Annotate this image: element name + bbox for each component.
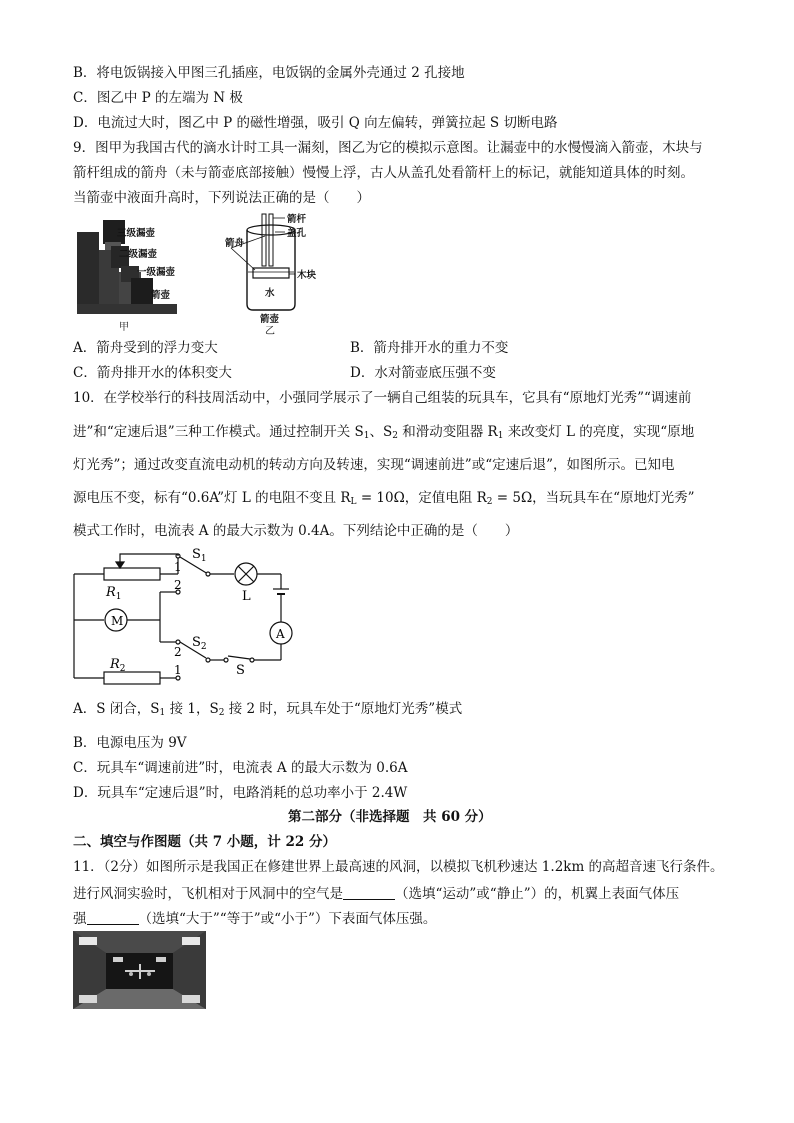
q10-option-c: C．玩具车“调速前进”时，电流表 A 的最大示数为 0.6A xyxy=(73,760,408,776)
label-third-pot: 三级漏壶 xyxy=(117,228,156,239)
q8-option-d: D．电流过大时，图乙中 P 的磁性增强，吸引 Q 向左偏转，弹簧拉起 S 切断电路 xyxy=(73,115,558,131)
q11-blank-1[interactable] xyxy=(343,886,395,900)
wind-tunnel-photo xyxy=(73,931,206,1009)
water-clock-diagram-figure xyxy=(225,212,345,337)
label-s1-contact-2: 2 xyxy=(174,578,182,592)
q11-line2: 进行风洞实验时，飞机相对于风洞中的空气是 （选填“运动”或“静止”）的，机翼上表面气体压 xyxy=(73,886,680,902)
label-a: A xyxy=(276,627,285,641)
q9-option-b: B．箭舟排开水的重力不变 xyxy=(350,340,509,356)
q11-blank-2[interactable] xyxy=(87,911,139,925)
label-arrow-pot-yi: 箭壶 xyxy=(260,314,280,325)
base-platform xyxy=(77,304,177,314)
q9-stem-line1: 9．图甲为我国古代的滴水计时工具一漏刻，图乙为它的模拟示意图。让漏壶中的水慢慢滴入箭壶，木块与 xyxy=(73,140,703,156)
arrow-rod xyxy=(262,214,266,266)
switch-s xyxy=(228,656,250,659)
label-s1: $S_1$ xyxy=(192,547,207,564)
label-second-pot: 二级漏壶 xyxy=(119,249,158,260)
label-l: L xyxy=(242,589,251,604)
q10-option-d: D．玩具车“定速后退”时，电路消耗的总功率小于 2.4W xyxy=(73,785,408,801)
label-m: M xyxy=(111,614,124,628)
q11-line3: 强 （选填“大于”“等于”或“小于”）下表面气体压强。 xyxy=(73,911,437,927)
stair-column xyxy=(77,232,99,304)
q10-stem-line3: 灯光秀”；通过改变直流电动机的转动方向及转速，实现“调速前进”或“定速后退”，如图所示。已知电 xyxy=(73,457,675,473)
label-water: 水 xyxy=(265,288,275,299)
q10-stem-line2: 进”和“定速后退”三种工作模式。通过控制开关 $S_1$、$S_2$ 和滑动变阻器 $R_1$ 来改变灯 L 的亮度，实现“原地 xyxy=(73,424,695,441)
q9-stem-line3: 当箭壶中液面升高时，下列说法正确的是（ ） xyxy=(73,190,370,206)
figure-caption-yi: 乙 xyxy=(265,326,275,337)
q9-option-d: D．水对箭壶底压强不变 xyxy=(350,365,496,381)
label-s2: $S_2$ xyxy=(192,635,207,652)
figure-caption-jia: 甲 xyxy=(119,322,129,333)
wood-block xyxy=(253,268,289,278)
q8-option-c: C．图乙中 P 的左端为 N 极 xyxy=(73,90,243,106)
arrow-pot xyxy=(131,278,153,304)
q8-option-b: B．将电饭锅接入甲图三孔插座，电饭锅的金属外壳通过 2 孔接地 xyxy=(73,65,465,81)
label-s2-contact-2: 2 xyxy=(174,645,182,659)
q10-stem-line4: 源电压不变，标有“0.6A”灯 L 的电阻不变且 $R_L = 10\Omega$，定值电阻 $R_2 = 5\Omega$，当玩具车在“原地灯光秀” xyxy=(73,490,695,507)
resistor-r2 xyxy=(104,672,160,684)
resistor-r1 xyxy=(104,568,160,580)
q10-option-a: A．S 闭合，$S_1$ 接 1，$S_2$ 接 2 时，玩具车处于“原地灯光秀”模式 xyxy=(73,701,463,718)
q9-stem-line2: 箭杆组成的箭舟（未与箭壶底部接触）慢慢上浮，古人从盖孔处看箭杆上的标记，就能知道具体的时刻。 xyxy=(73,165,694,181)
q10-option-b: B．电源电压为 9V xyxy=(73,735,187,751)
label-first-pot: 一级漏壶 xyxy=(137,267,176,278)
label-arrow-pot: 箭壶 xyxy=(151,290,171,301)
section-heading-fill-in: 二、填空与作图题（共 7 小题，计 22 分） xyxy=(73,834,336,850)
q9-option-c: C．箭舟排开水的体积变大 xyxy=(73,365,232,381)
label-r1: $R_1$ xyxy=(106,585,122,602)
circuit-diagram xyxy=(70,544,300,694)
label-arrow-rod: 箭杆 xyxy=(287,214,307,225)
label-lid-hole: 盖孔 xyxy=(287,228,307,239)
q10-stem-line1: 10．在学校举行的科技周活动中，小强同学展示了一辆自己组装的玩具车，它具有“原地灯光秀”“调速前 xyxy=(73,390,692,406)
part-two-heading: 第二部分（非选择题 共 60 分） xyxy=(288,809,492,825)
label-r2: $R_2$ xyxy=(110,657,126,674)
label-s2-contact-1: 1 xyxy=(174,663,182,677)
label-arrow-boat: 箭舟 xyxy=(225,238,245,249)
q10-stem-line5: 模式工作时，电流表 A 的最大示数为 0.4A。下列结论中正确的是（ ） xyxy=(73,523,519,539)
label-wood-block: 木块 xyxy=(297,270,317,281)
q11-line1: 11．（2分）如图所示是我国正在修建世界上最高速的风洞，以模拟飞机秒速达 1.2km 的高超音速飞行条件。 xyxy=(73,859,724,875)
label-s1-contact-1: 1 xyxy=(174,560,182,574)
q9-option-a: A．箭舟受到的浮力变大 xyxy=(73,340,218,356)
label-s: S xyxy=(236,663,245,678)
water-clock-photo-figure xyxy=(73,212,198,337)
